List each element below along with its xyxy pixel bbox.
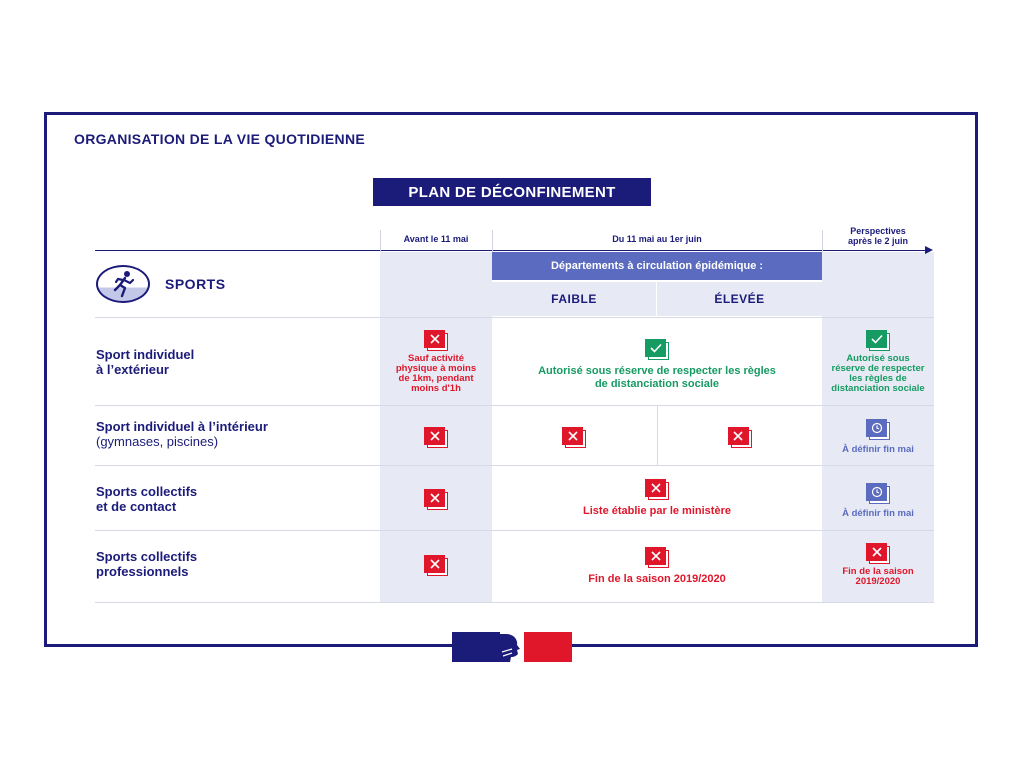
row1-after-cell [822,330,934,394]
forbidden-icon [424,330,448,350]
row-divider [95,602,934,603]
forbidden-icon [424,489,448,509]
row2-before-cell [380,427,492,447]
page-title: ORGANISATION DE LA VIE QUOTIDIENNE [74,131,365,147]
row-label-line1: Sports collectifs [96,484,198,499]
row3-after-cell [822,483,934,519]
row-divider [95,530,934,531]
row-label-line1: Sport individuel à l’intérieur [96,419,268,434]
forbidden-icon [645,479,669,499]
forbidden-icon [728,427,752,447]
section-label: SPORTS [165,276,226,292]
subheader-divider [656,282,657,316]
row-divider [95,465,934,466]
row-label-line2: (gymnases, piscines) [96,434,219,449]
row2-after-cell [822,419,934,455]
logo-red-band [524,632,572,662]
note-line: 2019/2020 [855,576,901,587]
row-label [96,347,194,377]
timeline-separator [822,230,823,252]
note-line: Autorisé sous réserve de respecter les règles [538,365,776,377]
row3-during-cell [492,479,822,518]
allowed-icon [645,339,669,359]
note-line: de 1km, pendant [398,373,474,384]
row1-before-note [396,354,476,394]
row2-after-note: À définir fin mai [842,444,914,455]
header-after-line2: après le 2 juin [847,236,909,246]
row1-after-note [831,354,924,394]
note-line: physique à moins [395,363,477,374]
row-label-line1: Sports collectifs [96,549,198,564]
note-line: Sauf activité [408,353,464,364]
header-before: Avant le 11 mai [403,234,469,244]
row-label-line2: professionnels [96,564,189,579]
forbidden-icon [424,555,448,575]
subheader-low: FAIBLE [492,282,656,316]
clock-icon [866,483,890,503]
forbidden-icon [866,543,890,563]
header-after [822,226,934,246]
row-label-line2: et de contact [96,499,177,514]
row4-during-cell [492,547,822,586]
subheader-high: ÉLEVÉE [657,282,822,316]
row4-after-cell [822,543,934,587]
row1-before-cell [380,330,492,394]
note-line: Fin de la saison [842,566,914,577]
timeline-separator [380,230,381,252]
forbidden-icon [645,547,669,567]
row-divider [95,317,934,318]
row4-before-cell [380,555,492,575]
row-label-line2: à l’extérieur [96,362,169,377]
row1-during-cell [492,339,822,391]
timeline-axis [95,250,930,251]
row2-low-cell [492,427,656,447]
note-line: réserve de respecter [831,363,925,374]
forbidden-icon [562,427,586,447]
row-divider [95,405,934,406]
note-line: les règles de [849,373,907,384]
row3-after-note: À définir fin mai [842,508,914,519]
header-after-line1: Perspectives [850,226,906,236]
timeline-separator [492,230,493,252]
row-label [96,419,268,449]
allowed-icon [866,330,890,350]
row2-high-cell [657,427,822,447]
note-line: Autorisé sous [846,353,910,364]
note-line: moins d'1h [411,383,461,394]
row3-before-cell [380,489,492,509]
circulation-header: Départements à circulation épidémique : [492,252,822,280]
row-label [96,549,197,579]
forbidden-icon [424,427,448,447]
plan-badge: PLAN DE DÉCONFINEMENT [373,178,651,206]
row1-during-note [538,365,776,391]
logo-blue-band [452,632,500,662]
row4-during-note: Fin de la saison 2019/2020 [588,573,726,585]
row-label-line1: Sport individuel [96,347,195,362]
row3-during-note: Liste établie par le ministère [583,505,731,517]
logo-profile-icon [500,632,524,662]
header-during: Du 11 mai au 1er juin [612,234,702,244]
running-person-icon [96,265,150,303]
clock-icon [866,419,890,439]
row4-after-note [842,567,913,587]
note-line: distanciation sociale [831,383,925,394]
timeline-arrow-icon [925,246,933,254]
republic-logo [452,632,572,662]
row-label [96,484,197,514]
note-line: de distanciation sociale [594,378,720,390]
